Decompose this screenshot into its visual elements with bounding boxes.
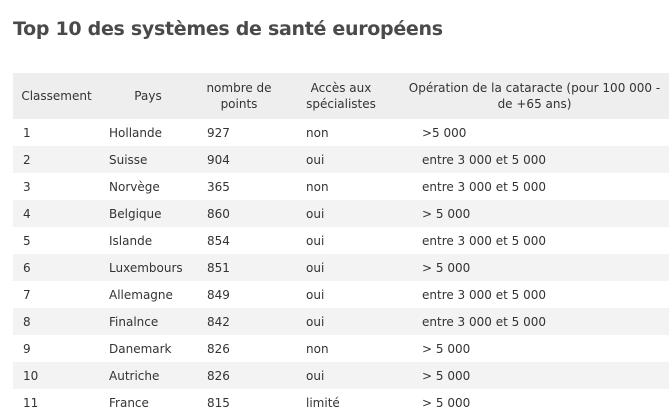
cell-country: Hollande [109, 125, 162, 140]
table-row [13, 335, 669, 362]
cell-access: oui [306, 233, 325, 248]
cell-rank: 1 [23, 125, 31, 140]
cell-access: oui [306, 260, 325, 275]
cell-cataract: entre 3 000 et 5 000 [422, 314, 546, 329]
cell-points: 854 [207, 233, 230, 248]
cell-country: Finalnce [109, 314, 159, 329]
cell-country: Allemagne [109, 287, 173, 302]
cell-rank: 6 [23, 260, 31, 275]
cell-rank: 2 [23, 152, 31, 167]
table-header-row [13, 73, 669, 119]
cell-country: Belgique [109, 206, 162, 221]
cell-cataract: > 5 000 [422, 368, 471, 383]
cell-access: limité [306, 395, 340, 410]
cell-cataract: > 5 000 [422, 260, 471, 275]
cell-cataract: > 5 000 [422, 206, 471, 221]
cell-country: Islande [109, 233, 153, 248]
cell-points: 826 [207, 341, 230, 356]
cell-country: Suisse [109, 152, 148, 167]
cell-access: oui [306, 314, 325, 329]
cell-rank: 4 [23, 206, 31, 221]
cell-cataract: entre 3 000 et 5 000 [422, 152, 546, 167]
cell-rank: 11 [23, 395, 39, 410]
cell-cataract: >5 000 [422, 125, 467, 140]
table-row [13, 200, 669, 227]
cell-rank: 7 [23, 287, 31, 302]
cell-points: 365 [207, 179, 230, 194]
cell-country: Norvège [109, 179, 160, 194]
cell-access: non [306, 179, 329, 194]
cell-points: 860 [207, 206, 230, 221]
cell-points: 842 [207, 314, 230, 329]
health-systems-table [13, 73, 669, 416]
cell-cataract: entre 3 000 et 5 000 [422, 179, 546, 194]
table-row [13, 281, 669, 308]
cell-cataract: entre 3 000 et 5 000 [422, 287, 546, 302]
cell-points: 927 [207, 125, 230, 140]
cell-access: oui [306, 152, 325, 167]
table-row [13, 308, 669, 335]
table-row [13, 254, 669, 281]
cell-points: 815 [207, 395, 230, 410]
header-specialist-access: Accès aux spécialistes [306, 81, 376, 111]
cell-access: oui [306, 206, 325, 221]
cell-points: 904 [207, 152, 230, 167]
table-row [13, 146, 669, 173]
table-row [13, 227, 669, 254]
table-row [13, 173, 669, 200]
header-cataract-operation: Opération de la cataracte (pour 100 000 - de +65 ans) [408, 81, 661, 111]
table-body [13, 119, 669, 416]
cell-points: 851 [207, 260, 230, 275]
cell-points: 826 [207, 368, 230, 383]
table-row [13, 389, 669, 416]
table-header [13, 73, 669, 119]
header-points: nombre de points [206, 81, 272, 111]
cell-cataract: > 5 000 [422, 395, 471, 410]
cell-access: oui [306, 368, 325, 383]
cell-rank: 9 [23, 341, 31, 356]
header-rank: Classement [21, 89, 92, 103]
cell-country: France [109, 395, 149, 410]
cell-rank: 8 [23, 314, 31, 329]
cell-points: 849 [207, 287, 230, 302]
cell-country: Danemark [109, 341, 172, 356]
cell-rank: 10 [23, 368, 39, 383]
cell-cataract: > 5 000 [422, 341, 471, 356]
cell-cataract: entre 3 000 et 5 000 [422, 233, 546, 248]
cell-country: Luxembours [109, 260, 183, 275]
table-row [13, 362, 669, 389]
cell-access: non [306, 125, 329, 140]
page-title: Top 10 des systèmes de santé européens [13, 18, 443, 40]
cell-country: Autriche [109, 368, 160, 383]
cell-access: oui [306, 287, 325, 302]
cell-rank: 3 [23, 179, 31, 194]
cell-access: non [306, 341, 329, 356]
cell-rank: 5 [23, 233, 31, 248]
header-country: Pays [134, 89, 162, 103]
table-row [13, 119, 669, 146]
